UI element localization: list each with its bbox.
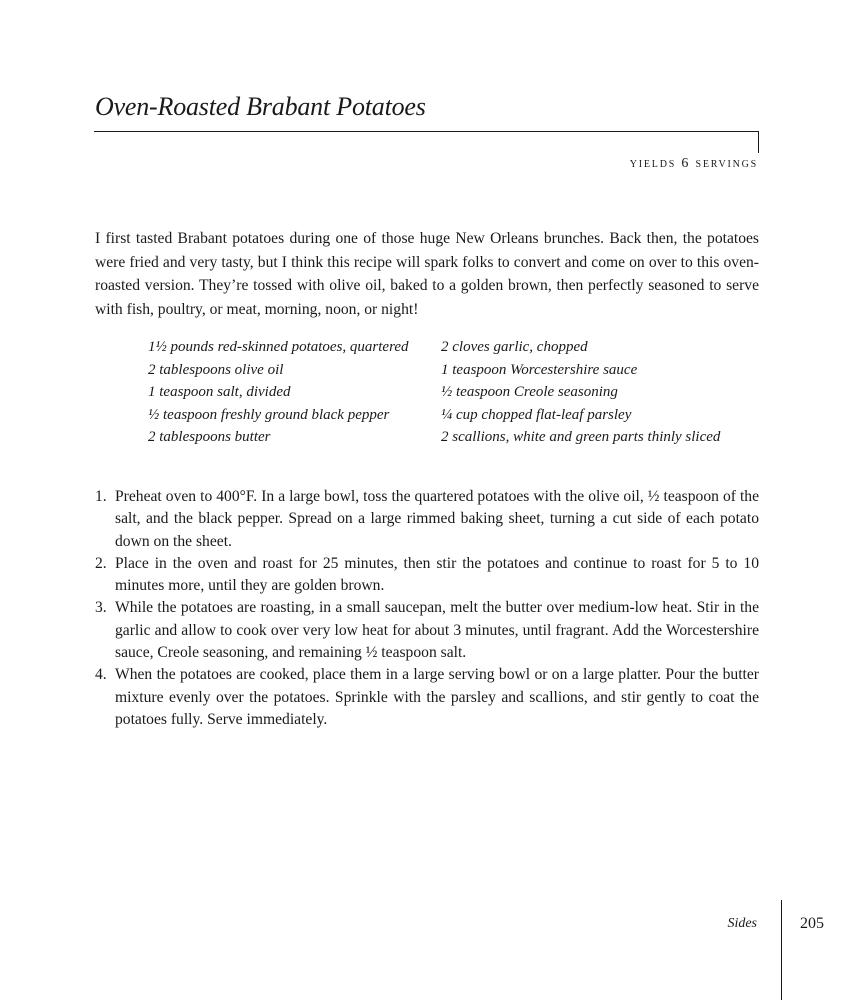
recipe-step <box>95 553 759 598</box>
step-number: 1. <box>95 488 107 505</box>
ingredient-item: 1 teaspoon salt, divided <box>148 384 291 400</box>
recipe-step <box>95 597 759 664</box>
yields-label: yields 6 servings <box>629 156 758 171</box>
ingredient-item: ½ teaspoon freshly ground black pepper <box>148 406 390 423</box>
step-text: While the potatoes are roasting, in a small saucepan, melt the butter over medium-low heat. Stir in the garlic and allow to cook over very low heat for about 3 minutes, until fragrant. Add the Worcestershire sauce, Creole seasoning, and remaining ½ teaspoon salt. <box>115 599 759 662</box>
footer-section-name: Sides <box>727 916 757 931</box>
step-number: 4. <box>95 666 107 684</box>
ingredients-left-column <box>148 336 418 449</box>
ingredient-item: 2 tablespoons butter <box>148 429 271 445</box>
ingredient-item: 2 cloves garlic, chopped <box>441 339 588 355</box>
title-rule <box>94 131 759 132</box>
step-number: 2. <box>95 554 107 572</box>
ingredient-item: 2 tablespoons olive oil <box>148 361 284 378</box>
step-text: Place in the oven and roast for 25 minutes, then stir the potatoes and continue to roast for 5 to 10 minutes more, until they are golden brown. <box>115 554 759 595</box>
recipe-step <box>95 664 759 731</box>
step-number: 3. <box>95 599 107 617</box>
page-number: 205 <box>800 915 824 932</box>
ingredient-item: 1½ pounds red-skinned potatoes, quartered <box>148 339 409 355</box>
ingredients-right-column <box>441 336 741 449</box>
title-rule-tick <box>758 131 759 153</box>
ingredient-item: ¼ cup chopped flat-leaf parsley <box>441 406 632 423</box>
ingredient-item: 1 teaspoon Worcestershire sauce <box>441 361 638 378</box>
recipe-title: Oven-Roasted Brabant Potatoes <box>95 92 426 121</box>
recipe-step <box>95 486 759 553</box>
step-text: When the potatoes are cooked, place them in a large serving bowl or on a large platter. Pour the butter mixture evenly over the potatoes. Sprinkle with the parsley and scallions, and stir gently to coat the potatoes fully. Serve immediately. <box>115 666 759 728</box>
ingredient-item: 2 scallions, white and green parts thinly sliced <box>441 429 721 445</box>
recipe-intro: I first tasted Brabant potatoes during one of those huge New Orleans brunches. Back then, the potatoes were fried and very tasty, but I think this recipe will spark folks to convert and come on over to this oven-roasted version. They’re tossed with olive oil, baked to a golden brown, then perfectly seasoned to serve with fish, poultry, or meat, morning, noon, or night! <box>95 230 759 318</box>
footer-rule <box>781 900 782 1000</box>
recipe-steps <box>95 486 759 731</box>
ingredient-item: ½ teaspoon Creole seasoning <box>441 384 618 400</box>
step-text: Preheat oven to 400°F. In a large bowl, toss the quartered potatoes with the olive oil, ½ teaspoon of the salt, and the black pepper. Spread on a large rimmed baking sheet, turning a cut side of each potato down on the sheet. <box>115 488 759 550</box>
